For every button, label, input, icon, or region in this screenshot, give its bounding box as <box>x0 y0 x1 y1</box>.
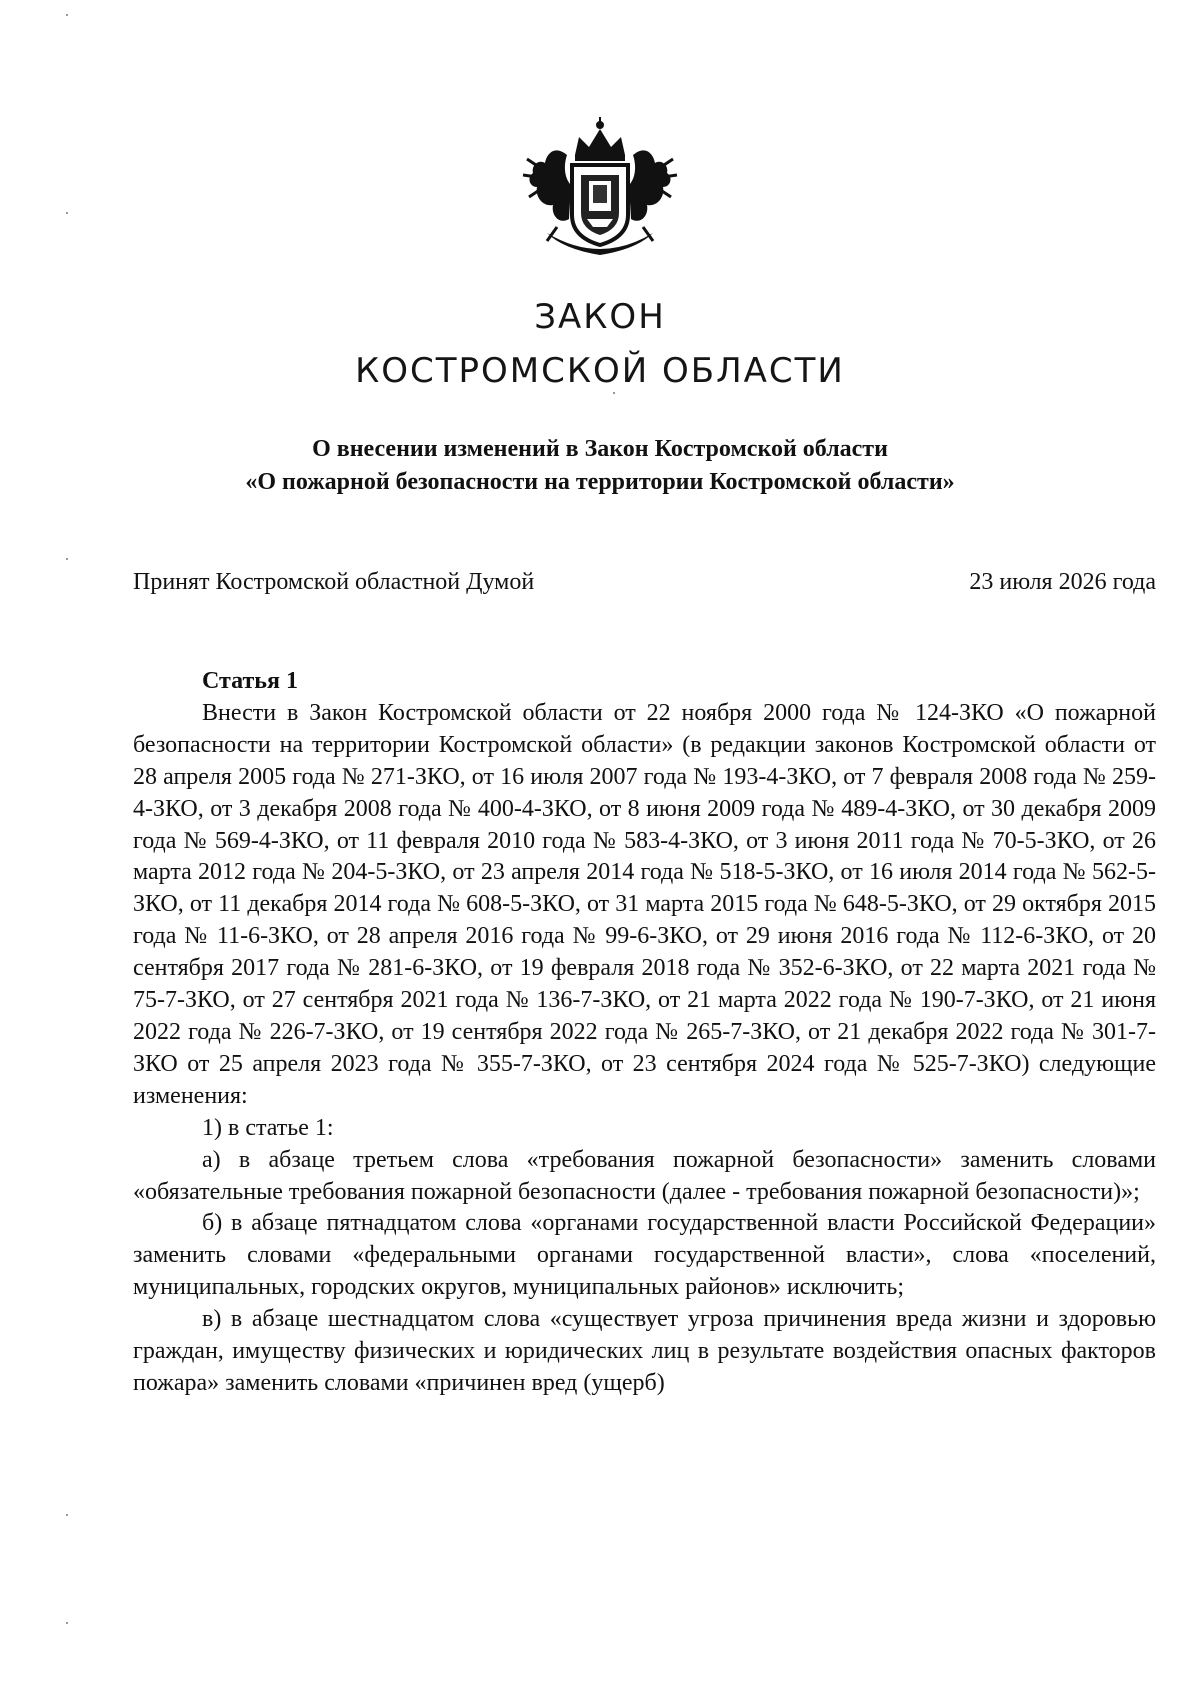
adoption-date: 23 июля 2026 года <box>969 569 1156 595</box>
scan-speck <box>66 558 68 560</box>
subitem-b-paragraph: б) в абзаце пятнадцатом слова «органами государственной власти Российской Федерации» заменить словами «федеральными органами государственной власти», слова «поселений, муниципальных, городских округов, муниципальных районов» исключить; <box>133 1210 1156 1301</box>
coat-of-arms-emblem <box>517 115 683 265</box>
article-heading: Статья 1 <box>202 668 298 694</box>
scan-speck <box>613 392 615 394</box>
subitem-c-paragraph: в) в абзаце шестнадцатом слова «существует угроза причинения вреда жизни и здоровью граждан, имуществу физических и юридических лиц в результате воздействия опасных факторов пожара» заменить словами «причинен вред (ущерб) <box>133 1306 1156 1396</box>
scan-speck <box>66 212 68 214</box>
law-title-line2: КОСТРОМСКОЙ ОБЛАСТИ <box>355 351 845 391</box>
adopted-by: Принят Костромской областной Думой <box>133 569 535 595</box>
law-title-line1: ЗАКОН <box>534 297 666 337</box>
law-title <box>0 290 1200 398</box>
scan-speck <box>66 1622 68 1624</box>
article-intro-paragraph: Внести в Закон Костромской области от 22 ноября 2000 года № 124-ЗКО «О пожарной безопасности на территории Костромской области» (в редакции законов Костромской области от 28 апреля 2005 года № 271-ЗКО, от 16 июля 2007 года № 193-4-ЗКО, от 7 февраля 2008 года № 259-4-ЗКО, от 3 декабря 2008 года № 400-4-ЗКО, от 8 июня 2009 года № 489-4-ЗКО, от 30 декабря 2009 года № 569-4-ЗКО, от 11 февраля 2010 года № 583-4-ЗКО, от 3 июня 2011 года № 70-5-ЗКО, от 26 марта 2012 года № 204-5-ЗКО, от 23 апреля 2014 года № 518-5-ЗКО, от 16 июля 2014 года № 562-5-ЗКО, от 11 декабря 2014 года № 608-5-ЗКО, от 31 марта 2015 года № 648-5-ЗКО, от 29 октября 2015 года № 11-6-ЗКО, от 28 апреля 2016 года № 99-6-ЗКО, от 29 июня 2016 года № 112-6-ЗКО, от 20 сентября 2017 года № 281-6-ЗКО, от 19 февраля 2018 года № 352-6-ЗКО, от 22 марта 2021 года № 75-7-ЗКО, от 27 сентября 2021 года № 136-7-ЗКО, от 21 марта 2022 года № 190-7-ЗКО, от 21 июня 2022 года № 226-7-ЗКО, от 19 сентября 2022 года № 265-7-ЗКО, от 21 декабря 2022 года № 301-7-ЗКО от 25 апреля 2023 года № 355-7-ЗКО, от 23 сентября 2024 года № 525-7-ЗКО) следующие изменения: <box>133 699 1156 1109</box>
law-subject-line2: «О пожарной безопасности на территории Костромской области» <box>245 469 955 495</box>
item-1-paragraph: 1) в статье 1: <box>202 1114 334 1141</box>
law-subject-line1: О внесении изменений в Закон Костромской области <box>312 436 888 462</box>
subitem-a-paragraph: а) в абзаце третьем слова «требования пожарной безопасности» заменить словами «обязательные требования пожарной безопасности (далее - требования пожарной безопасности)»; <box>133 1146 1156 1205</box>
law-body <box>133 666 1156 1400</box>
scan-speck <box>66 1514 68 1516</box>
adoption-line <box>133 567 1156 597</box>
scan-speck <box>66 14 68 16</box>
law-subject <box>0 433 1200 499</box>
